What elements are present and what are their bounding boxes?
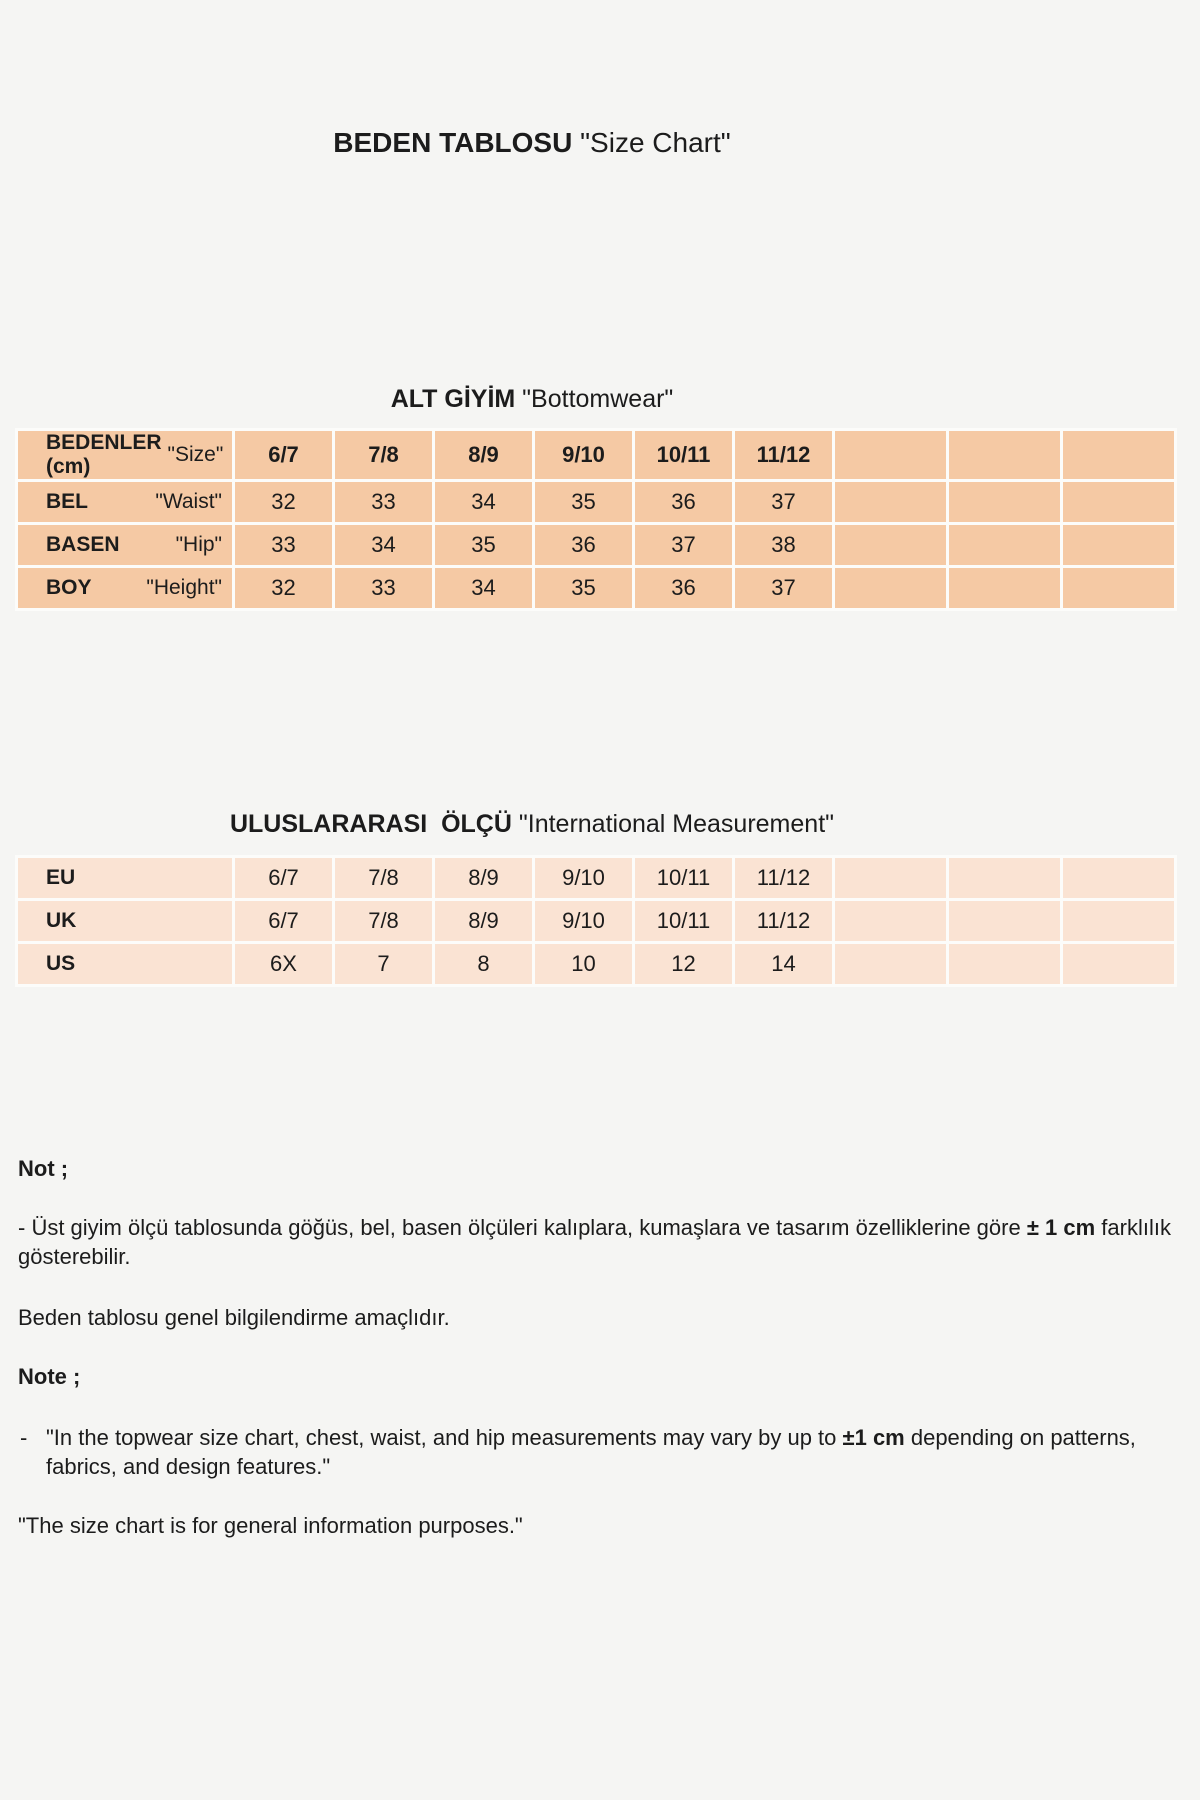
international-heading: [0, 809, 1064, 839]
empty-cell: [949, 431, 1060, 479]
note-heading-tr: Not ;: [18, 1156, 69, 1181]
empty-cell: [1063, 901, 1174, 941]
empty-cell: [1063, 431, 1174, 479]
size-header-cell: 10/11: [635, 431, 732, 479]
empty-cell: [949, 482, 1060, 522]
note-bullet-en-text: "In the topwear size chart, chest, waist, and hip measurements may vary by up to: [46, 1425, 843, 1451]
value-cell: 6/7: [235, 858, 332, 898]
value-cell: 14: [735, 944, 832, 984]
note-general-tr: Beden tablosu genel bilgilendirme amaçlıdır.: [18, 1305, 450, 1331]
row-label-tr: BOY: [46, 576, 92, 599]
value-cell: 34: [335, 525, 432, 565]
empty-cell: [949, 901, 1060, 941]
value-cell: 10: [535, 944, 632, 984]
empty-cell: [949, 525, 1060, 565]
value-cell: 37: [735, 568, 832, 608]
value-cell: 7/8: [335, 858, 432, 898]
value-cell: 33: [335, 482, 432, 522]
value-cell: 35: [535, 482, 632, 522]
value-cell: 11/12: [735, 858, 832, 898]
row-label-cell: [18, 482, 232, 522]
value-cell: 6/7: [235, 901, 332, 941]
table-row: [18, 901, 1174, 941]
row-label-cell: [18, 431, 232, 479]
value-cell: 34: [435, 568, 532, 608]
table-row: [18, 944, 1174, 984]
page-title-en: "Size Chart": [580, 127, 731, 158]
empty-cell: [835, 431, 946, 479]
row-label-cell: [18, 525, 232, 565]
value-cell: 34: [435, 482, 532, 522]
page-title: [0, 126, 1064, 160]
empty-cell: [835, 568, 946, 608]
value-cell: 6X: [235, 944, 332, 984]
value-cell: 7/8: [335, 901, 432, 941]
empty-cell: [949, 858, 1060, 898]
bullet-dash: -: [20, 1425, 28, 1451]
note-bullet-tr-tail: farklılık gösterebilir.: [18, 1215, 1171, 1270]
value-cell: 33: [335, 568, 432, 608]
table-header-row: [18, 431, 1174, 479]
table-row: [18, 482, 1174, 522]
empty-cell: [1063, 858, 1174, 898]
value-cell: 37: [735, 482, 832, 522]
empty-cell: [949, 568, 1060, 608]
empty-cell: [835, 482, 946, 522]
row-label-en: "Height": [146, 576, 222, 599]
value-cell: 36: [635, 482, 732, 522]
value-cell: 8: [435, 944, 532, 984]
value-cell: 9/10: [535, 858, 632, 898]
bottomwear-size-table: [15, 428, 1177, 611]
value-cell: 37: [635, 525, 732, 565]
value-cell: 9/10: [535, 901, 632, 941]
value-cell: 8/9: [435, 858, 532, 898]
row-label-tr: EU: [46, 866, 76, 889]
value-cell: 35: [535, 568, 632, 608]
empty-cell: [1063, 525, 1174, 565]
international-heading-en: "International Measurement": [518, 810, 835, 838]
note-bullet-en-tail: depending on patterns, fabrics, and design features.": [46, 1425, 1136, 1480]
empty-cell: [835, 525, 946, 565]
empty-cell: [1063, 944, 1174, 984]
row-label-en: "Waist": [155, 490, 222, 513]
table-row: [18, 525, 1174, 565]
table-row: [18, 568, 1174, 608]
value-cell: 36: [535, 525, 632, 565]
empty-cell: [835, 858, 946, 898]
empty-cell: [1063, 568, 1174, 608]
note-bullet-en: [18, 1423, 1174, 1481]
row-label-en: "Hip": [175, 533, 222, 556]
empty-cell: [835, 901, 946, 941]
note-heading-en: Note ;: [18, 1364, 81, 1390]
row-label-tr: BASEN: [46, 533, 120, 556]
row-label-cell: [18, 858, 232, 898]
row-label-cell: [18, 901, 232, 941]
value-cell: 32: [235, 568, 332, 608]
value-cell: 10/11: [635, 858, 732, 898]
value-cell: 32: [235, 482, 332, 522]
bottomwear-heading-en: "Bottomwear": [522, 385, 674, 413]
note-bullet-en-bold: ±1 cm: [842, 1425, 905, 1451]
value-cell: 8/9: [435, 901, 532, 941]
value-cell: 11/12: [735, 901, 832, 941]
value-cell: 35: [435, 525, 532, 565]
empty-cell: [949, 944, 1060, 984]
note-bullet-tr-text: - Üst giyim ölçü tablosunda göğüs, bel, basen ölçüleri kalıplara, kumaşlara ve tasarım özelliklerine göre: [18, 1215, 1027, 1241]
value-cell: 33: [235, 525, 332, 565]
note-bullet-tr: [18, 1213, 1174, 1271]
international-size-table: [15, 855, 1177, 987]
note-bullet-tr-bold: ± 1 cm: [1026, 1215, 1096, 1241]
size-header-cell: 9/10: [535, 431, 632, 479]
row-label-tr: US: [46, 952, 76, 975]
row-label-tr: UK: [46, 909, 77, 932]
size-header-cell: 6/7: [235, 431, 332, 479]
page-title-tr: BEDEN TABLOSU: [333, 127, 573, 158]
size-header-cell: 11/12: [735, 431, 832, 479]
row-label-tr: BEL: [46, 490, 88, 513]
bottomwear-heading: [0, 384, 1064, 414]
table-row: [18, 858, 1174, 898]
notes-section: [18, 1154, 1174, 1568]
row-label-tr: BEDENLER (cm): [46, 431, 162, 478]
value-cell: 10/11: [635, 901, 732, 941]
value-cell: 7: [335, 944, 432, 984]
note-general-en: "The size chart is for general information purposes.": [18, 1513, 523, 1539]
value-cell: 38: [735, 525, 832, 565]
row-label-cell: [18, 568, 232, 608]
value-cell: 36: [635, 568, 732, 608]
row-label-en: "Size": [167, 443, 224, 466]
empty-cell: [835, 944, 946, 984]
value-cell: 12: [635, 944, 732, 984]
size-header-cell: 7/8: [335, 431, 432, 479]
empty-cell: [1063, 482, 1174, 522]
bottomwear-heading-tr: ALT GİYİM: [390, 385, 516, 413]
row-label-cell: [18, 944, 232, 984]
size-header-cell: 8/9: [435, 431, 532, 479]
international-heading-tr: ULUSLARARASI ÖLÇÜ: [229, 810, 512, 838]
